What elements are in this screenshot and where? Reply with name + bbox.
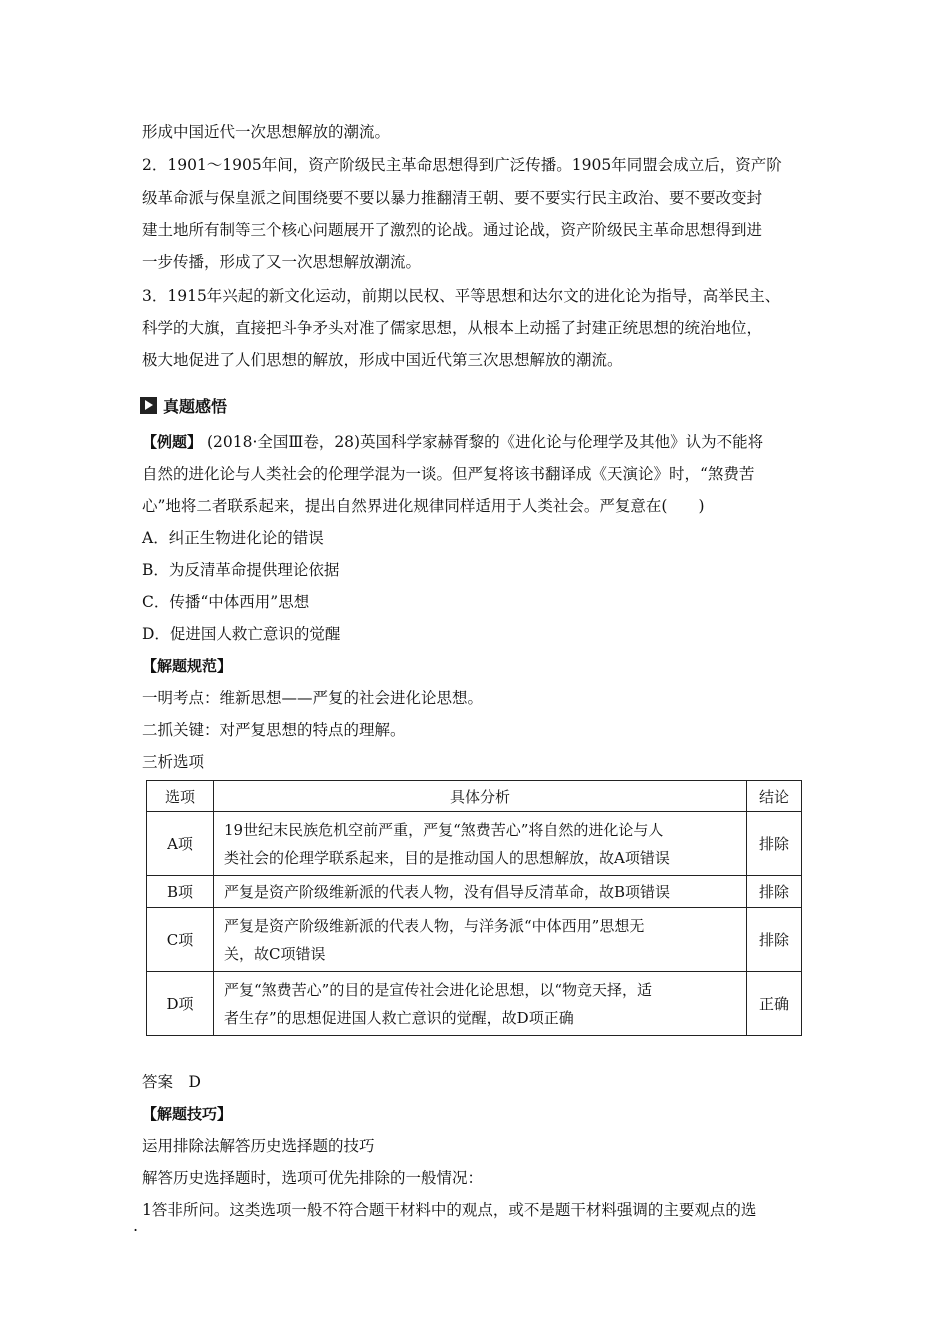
header-option: 选项 bbox=[147, 781, 214, 812]
play-triangle-icon bbox=[140, 397, 157, 414]
header-analysis: 具体分析 bbox=[214, 781, 747, 812]
intro-line: 科学的大旗，直接把斗争矛头对准了儒家思想，从根本上动摇了封建正统思想的统治地位， bbox=[142, 319, 763, 337]
row-analysis bbox=[214, 908, 747, 972]
example-tag: 【例题】 bbox=[142, 433, 203, 451]
tips-line: 解答历史选择题时，选项可优先排除的一般情况： bbox=[142, 1169, 484, 1187]
option-d: D．促进国人救亡意识的觉醒 bbox=[142, 625, 341, 643]
table-row bbox=[147, 876, 802, 908]
row-result: 正确 bbox=[747, 972, 802, 1036]
row-analysis-line: 者生存”的思想促进国人救亡意识的觉醒，故D项正确 bbox=[224, 1008, 574, 1027]
analysis-step-3: 三析选项 bbox=[142, 753, 205, 771]
row-analysis-line: 关，故C项错误 bbox=[224, 944, 326, 963]
tips-line: 1答非所问。这类选项一般不符合题干材料中的观点，或不是题干材料强调的主要观点的选 bbox=[142, 1201, 757, 1219]
intro-line: 3．1915年兴起的新文化运动，前期以民权、平等思想和达尔文的进化论为指导，高举民主、 bbox=[142, 287, 781, 305]
example-text: (2018·全国Ⅲ卷，28)英国科学家赫胥黎的《进化论与伦理学及其他》认为不能将 bbox=[206, 433, 764, 451]
example-first-line bbox=[142, 432, 763, 452]
row-analysis-line: 严复“煞费苦心”的目的是宣传社会进化论思想，以“物竞天择，适 bbox=[224, 980, 653, 999]
row-result: 排除 bbox=[747, 908, 802, 972]
option-b: B．为反清革命提供理论依据 bbox=[142, 561, 340, 579]
tips-heading: 【解题技巧】 bbox=[142, 1105, 233, 1123]
section-heading bbox=[140, 394, 227, 417]
table-row bbox=[147, 812, 802, 876]
row-option: A项 bbox=[147, 812, 214, 876]
row-result: 排除 bbox=[747, 812, 802, 876]
example-line: 自然的进化论与人类社会的伦理学混为一谈。但严复将该书翻译成《天演论》时，“煞费苦 bbox=[142, 465, 755, 483]
row-analysis bbox=[214, 876, 747, 908]
row-analysis-line: 严复是资产阶级维新派的代表人物，没有倡导反清革命，故B项错误 bbox=[224, 882, 671, 901]
answer-line: 答案 D bbox=[142, 1073, 201, 1091]
analysis-step-1: 一明考点：维新思想——严复的社会进化论思想。 bbox=[142, 689, 484, 707]
row-result: 排除 bbox=[747, 876, 802, 908]
row-option: B项 bbox=[147, 876, 214, 908]
row-option: C项 bbox=[147, 908, 214, 972]
example-line: 心”地将二者联系起来，提出自然界进化规律同样适用于人类社会。严复意在( ) bbox=[142, 497, 705, 515]
row-analysis-line: 类社会的伦理学联系起来，目的是推动国人的思想解放，故A项错误 bbox=[224, 848, 670, 867]
intro-line: 2．1901～1905年间，资产阶级民主革命思想得到广泛传播。1905年同盟会成立后，资产阶 bbox=[142, 156, 782, 174]
intro-line: 形成中国近代一次思想解放的潮流。 bbox=[142, 123, 391, 141]
analysis-table bbox=[146, 780, 802, 1036]
row-analysis bbox=[214, 812, 747, 876]
section-title: 真题感悟 bbox=[163, 397, 228, 416]
row-analysis-line: 19世纪末民族危机空前严重，严复“煞费苦心”将自然的进化论与人 bbox=[224, 820, 664, 839]
option-a: A．纠正生物进化论的错误 bbox=[142, 529, 324, 547]
tips-line: 运用排除法解答历史选择题的技巧 bbox=[142, 1137, 375, 1155]
row-analysis-line: 严复是资产阶级维新派的代表人物，与洋务派“中体西用”思想无 bbox=[224, 916, 645, 935]
table-row bbox=[147, 908, 802, 972]
analysis-heading: 【解题规范】 bbox=[142, 657, 233, 675]
intro-line: 建土地所有制等三个核心问题展开了激烈的论战。通过论战，资产阶级民主革命思想得到进 bbox=[142, 221, 763, 239]
analysis-step-2: 二抓关键：对严复思想的特点的理解。 bbox=[142, 721, 406, 739]
table-row bbox=[147, 972, 802, 1036]
header-result: 结论 bbox=[747, 781, 802, 812]
row-analysis bbox=[214, 972, 747, 1036]
row-option: D项 bbox=[147, 972, 214, 1036]
option-c: C．传播“中体西用”思想 bbox=[142, 593, 310, 611]
intro-line: 极大地促进了人们思想的解放，形成中国近代第三次思想解放的潮流。 bbox=[142, 351, 623, 369]
intro-line: 级革命派与保皇派之间围绕要不要以暴力推翻清王朝、要不要实行民主政治、要不要改变封 bbox=[142, 189, 763, 207]
table-header-row bbox=[147, 781, 802, 812]
intro-line: 一步传播，形成了又一次思想解放潮流。 bbox=[142, 253, 422, 271]
margin-dot: . bbox=[133, 1216, 139, 1235]
